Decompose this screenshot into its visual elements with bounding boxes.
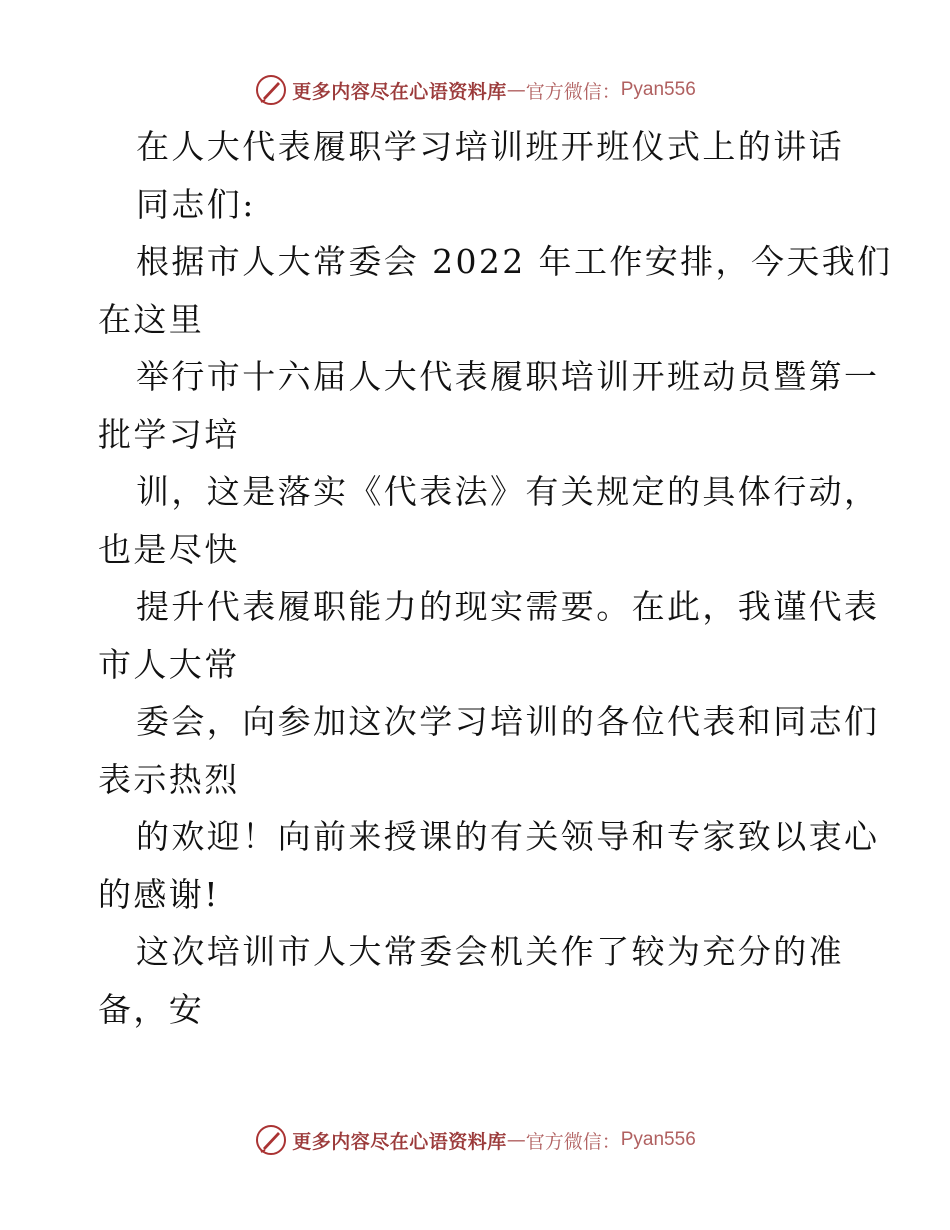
text-line: 市人大常	[98, 644, 240, 684]
header-banner	[0, 70, 950, 110]
text-line: 表示热烈	[98, 759, 240, 799]
text-line: 也是尽快	[98, 529, 240, 569]
text-line: 委会，向参加这次学习培训的各位代表和同志们	[136, 702, 880, 741]
banner-wechat-id: Pyan556	[620, 1129, 696, 1150]
text-line: 的感谢!	[98, 874, 220, 914]
document-body	[98, 118, 893, 1038]
text-line: 这次培训市人大常委会机关作了较为充分的准	[136, 932, 844, 971]
banner-wechat-id: Pyan556	[620, 79, 696, 100]
text-line: 的欢迎！向前来授课的有关领导和专家致以衷心	[136, 817, 880, 856]
footer-banner	[0, 1120, 950, 1160]
text-line: 举行市十六届人大代表履职培训开班动员暨第一	[136, 357, 880, 396]
banner-title: 更多内容尽在心语资料库	[292, 80, 507, 103]
text-line: 备，安	[98, 989, 205, 1029]
text-line: 批学习培	[98, 414, 240, 454]
quill-logo-icon	[254, 1123, 288, 1157]
document-title: 在人大代表履职学习培训班开班仪式上的讲话	[136, 127, 844, 166]
text-line: 训，这是落实《代表法》有关规定的具体行动，	[136, 472, 880, 511]
salutation: 同志们:	[136, 184, 256, 224]
banner-wechat-label: 官方微信：	[525, 1130, 621, 1153]
text-line: 在这里	[98, 299, 205, 339]
text-line: 根据市人大常委会 2022 年工作安排，今天我们	[136, 242, 893, 281]
banner-title: 更多内容尽在心语资料库	[292, 1130, 507, 1153]
text-line: 提升代表履职能力的现实需要。在此，我谨代表	[136, 587, 880, 626]
banner-wechat-label: 官方微信：	[525, 80, 621, 103]
banner-dash: —	[506, 1129, 526, 1151]
banner-dash: —	[506, 79, 526, 101]
quill-logo-icon	[254, 73, 288, 107]
